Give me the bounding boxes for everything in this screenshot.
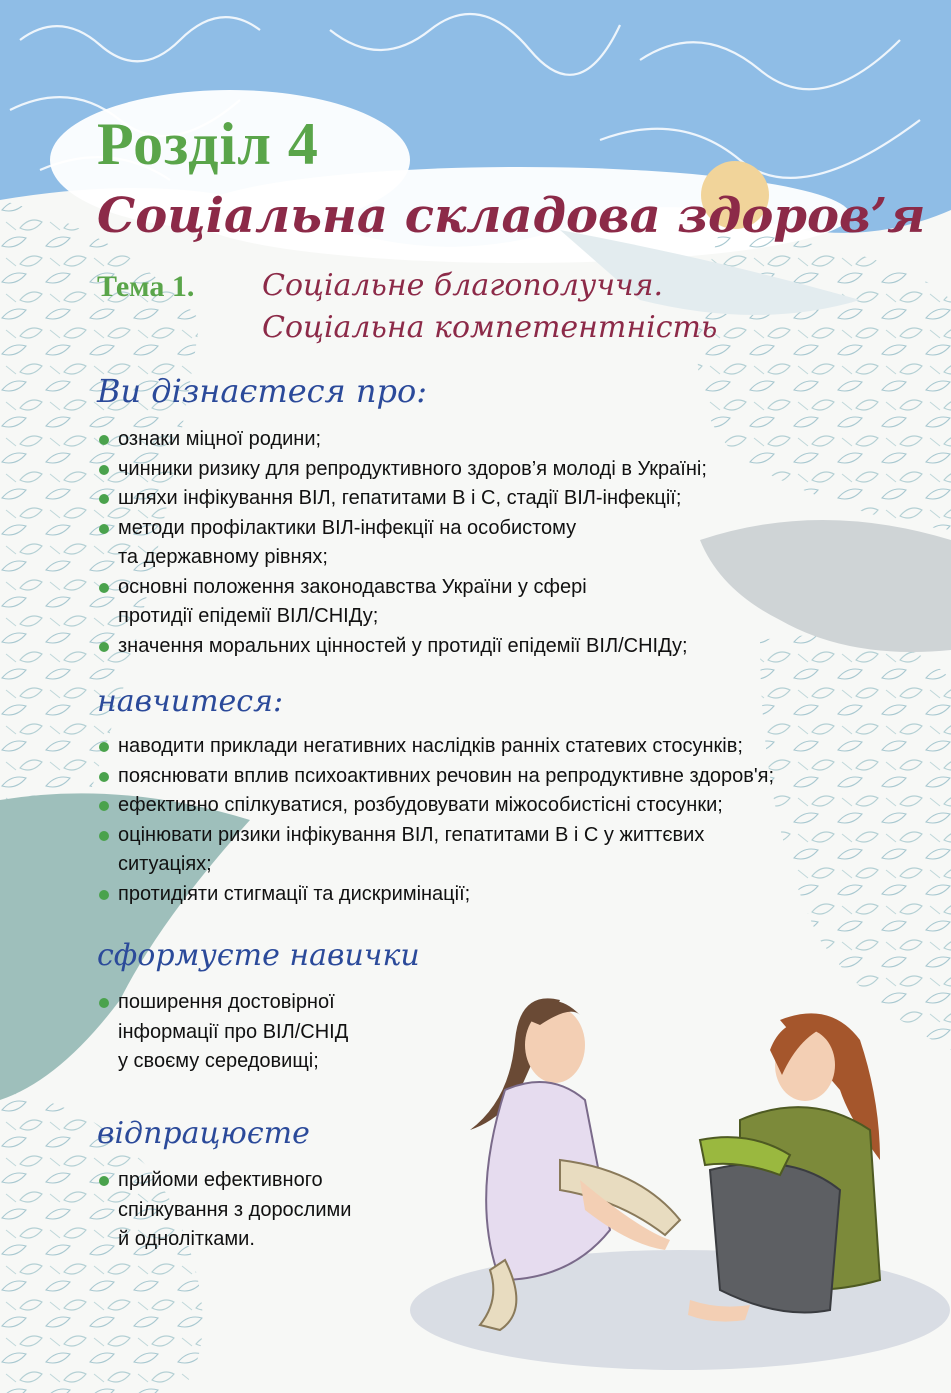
list-item: пояснювати вплив психоактивних речовин на репродуктивне здоров'я;: [97, 762, 774, 792]
bullet-icon: [99, 524, 109, 534]
section-heading-learn-to: навчитеся:: [97, 684, 284, 719]
bullet-icon: [99, 801, 109, 811]
list-item: прийоми ефективного спілкування з дорослими й однолітками.: [97, 1166, 351, 1255]
list-item: основні положення законодавства України у сфері протидії епідемії ВІЛ/СНІДу;: [97, 573, 707, 632]
list-item: ознаки міцної родини;: [97, 425, 707, 455]
list-item: методи профілактики ВІЛ-інфекції на особистому та державному рівнях;: [97, 514, 707, 573]
learn-to-list: [97, 732, 774, 909]
theme-title-line: Соціальна компетентність: [262, 310, 718, 345]
theme-title-line: Соціальне благополуччя.: [262, 268, 664, 303]
bullet-icon: [99, 831, 109, 841]
skills-list: [97, 988, 348, 1077]
bullet-icon: [99, 642, 109, 652]
list-item: наводити приклади негативних наслідків ранніх статевих стосунків;: [97, 732, 774, 762]
list-item: поширення достовірної інформації про ВІЛ/СНІД у своєму середовищі;: [97, 988, 348, 1077]
bullet-icon: [99, 435, 109, 445]
chapter-title: Розділ 4: [97, 111, 319, 177]
learn-about-list: [97, 425, 707, 661]
practice-list: [97, 1166, 351, 1255]
bullet-icon: [99, 890, 109, 900]
list-item: значення моральних цінностей у протидії епідемії ВІЛ/СНІДу;: [97, 632, 707, 662]
list-item: шляхи інфікування ВІЛ, гепатитами В і С, стадії ВІЛ-інфекції;: [97, 484, 707, 514]
two-people-talking-illustration: [410, 980, 951, 1393]
bullet-icon: [99, 1176, 109, 1186]
section-heading-learn-about: Ви дізнаєтеся про:: [97, 372, 428, 410]
bullet-icon: [99, 742, 109, 752]
list-item: оцінювати ризики інфікування ВІЛ, гепатитами В і С у життєвих ситуаціях;: [97, 821, 774, 880]
bullet-icon: [99, 772, 109, 782]
bullet-icon: [99, 465, 109, 475]
theme-title: [262, 265, 717, 349]
list-item: чинники ризику для репродуктивного здоров’я молоді в Україні;: [97, 455, 707, 485]
bullet-icon: [99, 998, 109, 1008]
theme-label: Тема 1.: [97, 270, 195, 303]
section-heading-skills: сформуєте навички: [97, 938, 420, 973]
list-item: протидіяти стигмації та дискримінації;: [97, 880, 774, 910]
bullet-icon: [99, 583, 109, 593]
section-heading-practice: відпрацюєте: [97, 1116, 310, 1151]
list-item: ефективно спілкуватися, розбудовувати міжособистісні стосунки;: [97, 791, 774, 821]
bullet-icon: [99, 494, 109, 504]
chapter-subtitle: Соціальна складова здоров’я: [97, 188, 926, 244]
